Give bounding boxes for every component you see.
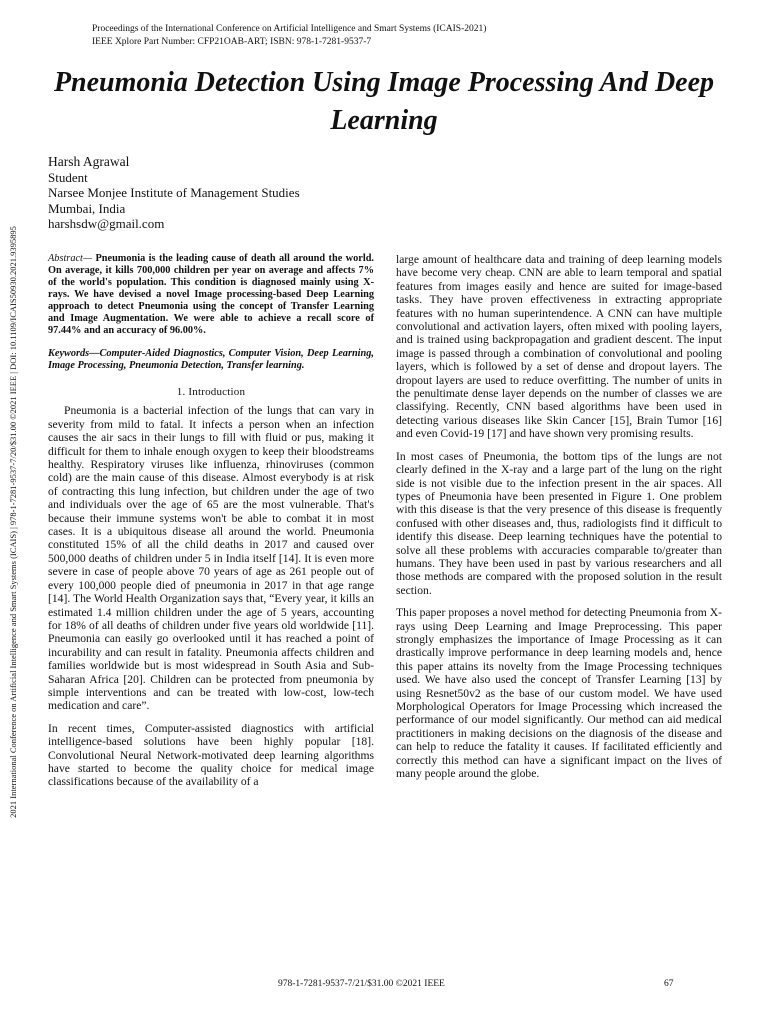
- author-email: harshsdw@gmail.com: [48, 215, 165, 231]
- keywords: Keywords—Computer-Aided Diagnostics, Computer Vision, Deep Learning, Image Processing, Pneumonia Detection, Transfer learning.: [48, 348, 374, 371]
- author-location: Mumbai, India: [48, 200, 126, 216]
- intro-paragraph: In recent times, Computer-assisted diagnostics with artificial intelligence-based solutions have been highly popular [18]. Convolutional Neural Network-motivated deep learning algorithms have started to become the quality choice for medical image classifications because of the availability of a: [48, 721, 374, 789]
- author-institute: Narsee Monjee Institute of Management Studies: [48, 185, 300, 201]
- abstract-text: Pneumonia is the leading cause of death all around the world. On average, it kills 700,000 children per year on average and affects 7% of the world's population. This condition is diagnosed mainly using X-rays. We have devised a novel Image processing-based Deep Learning approach to detect Pneumonia using the concept of Transfer Learning and Image Augmentation. We were able to achieve a recall score of 97.44% and an accuracy of 96.00%.: [48, 253, 374, 336]
- conference-line: Proceedings of the International Conference on Artificial Intelligence and Smart Systems (ICAIS-2021): [92, 24, 487, 34]
- author-role: Student: [48, 170, 88, 186]
- left-column: [48, 253, 374, 789]
- section-heading: 1. Introduction: [176, 386, 246, 398]
- abstract-label: Abstract—: [48, 253, 93, 264]
- right-column: [396, 253, 722, 780]
- author-block: [48, 154, 300, 231]
- abstract: [48, 253, 374, 337]
- body-paragraph: large amount of healthcare data and training of deep learning models have become very cheap. CNN are able to learn temporal and spatial features from images easily and hence are suited for image-based tasks. They have proven effectiveness in extracting appropriate features with no human superintendence. A CNN can have multiple convolutional and activation layers, often mixed with pooling layers, and is trained using backpropagation and gradient descent. The input image is passed through a combination of convolutional and pooling layers, which is followed by a set of dense and dropout layers. The dropout layers are used to reduce overfitting. The number of units in the penultimate dense layer depends on the number of classes we are classifying. Recently, CNN based algorithms have been used in detecting various diseases like Skin Cancer [15], Brain Tumor [16] and even Covid-19 [17] and have shown very promising results.: [396, 253, 722, 441]
- isbn-line: IEEE Xplore Part Number: CFP21OAB-ART; ISBN: 978-1-7281-9537-7: [92, 36, 372, 47]
- author-name: Harsh Agrawal: [48, 154, 130, 169]
- conference-header: [92, 23, 486, 48]
- doi-sidebar: [0, 0, 26, 1024]
- doi-text: 2021 International Conference on Artificial Intelligence and Smart Systems (ICAIS) | 978-1-7281-9537-7/20/$31.00 ©2021 IEEE | DOI: 10.1109/ICAIS50930.2021.9395895: [8, 226, 18, 818]
- body-paragraph: This paper proposes a novel method for detecting Pneumonia from X-rays using Deep Learning and Image Preprocessing. This paper strongly emphasizes the importance of Image Processing as it can drastically improve performance in deep learning models and, hence this paper attains its novelty from the Image Processing techniques used. We have also used the concept of Transfer Learning [13] by using Resnet50v2 as the base of our custom model. We have used Morphological Operators for Image Processing which increased the performance of our model significantly. Our method can aid medical practitioners in making decisions on the diagnosis of the disease and can help to reduce the fatality it causes. If facilitated efficiently and correctly this method can have a significant impact on the lives of many people around the globe.: [396, 606, 722, 781]
- intro-paragraph: Pneumonia is a bacterial infection of the lungs that can vary in severity from mild to fatal. It infects a person when an infection causes the air sacs in their lungs to fill with fluid or pus, making it difficult for them to inhale enough oxygen to keep their bloodstreams healthy. Respiratory viruses like influenza, rhinoviruses (common cold) are the main cause of this disease. Almost everybody is at risk of contracting this lung infection, but children under the age of two and individuals over the age of 65 are the most vulnerable. That's because their immune systems won't be able to combat it in most cases. It is a ubiquitous disease all around the world. Pneumonia constituted 15% of all the child deaths in 2017 and caused over 500,000 deaths of children under 5 in India itself [14]. It is even more severe in case of people above 70 years of age as 261 people out of every 100,000 people died of pneumonia in 2017 in that age range [14]. The World Health Organization says that, “Every year, it kills an estimated 1.4 million children under the age of 5 years, accounting for 18% of all deaths of children under five years old worldwide [11]. Pneumonia can easily go overlooked until it has reached a point of incurability and can result in fatality. Pneumonia affects children and families worldwide but is most widespread in South Asia and Sub-Saharan Africa [20]. Children can be protected from pneumonia by simple interventions and can be treated with low-cost, low-tech medication and care”.: [48, 404, 374, 713]
- paper-title: Pneumonia Detection Using Image Processing And Deep Learning: [53, 67, 715, 136]
- body-paragraph: In most cases of Pneumonia, the bottom tips of the lungs are not clearly defined in the X-ray and a large part of the lung on the right side is not visible due to the infection present in the air spaces. All types of Pneumonia have been presented in Figure 1. One problem with this disease is that the very presence of this disease is frequently confused with other diseases and, thus, radiologists find it difficult to identify this disease. Deep learning techniques have the potential to solve all these problems with accuracies comparable to/greater than humans. They have been used in past by various researchers and all those methods are compared with the proposed solution in the result section.: [396, 449, 722, 597]
- page-number: 67: [664, 979, 674, 989]
- footer-copyright: 978-1-7281-9537-7/21/$31.00 ©2021 IEEE: [278, 979, 445, 989]
